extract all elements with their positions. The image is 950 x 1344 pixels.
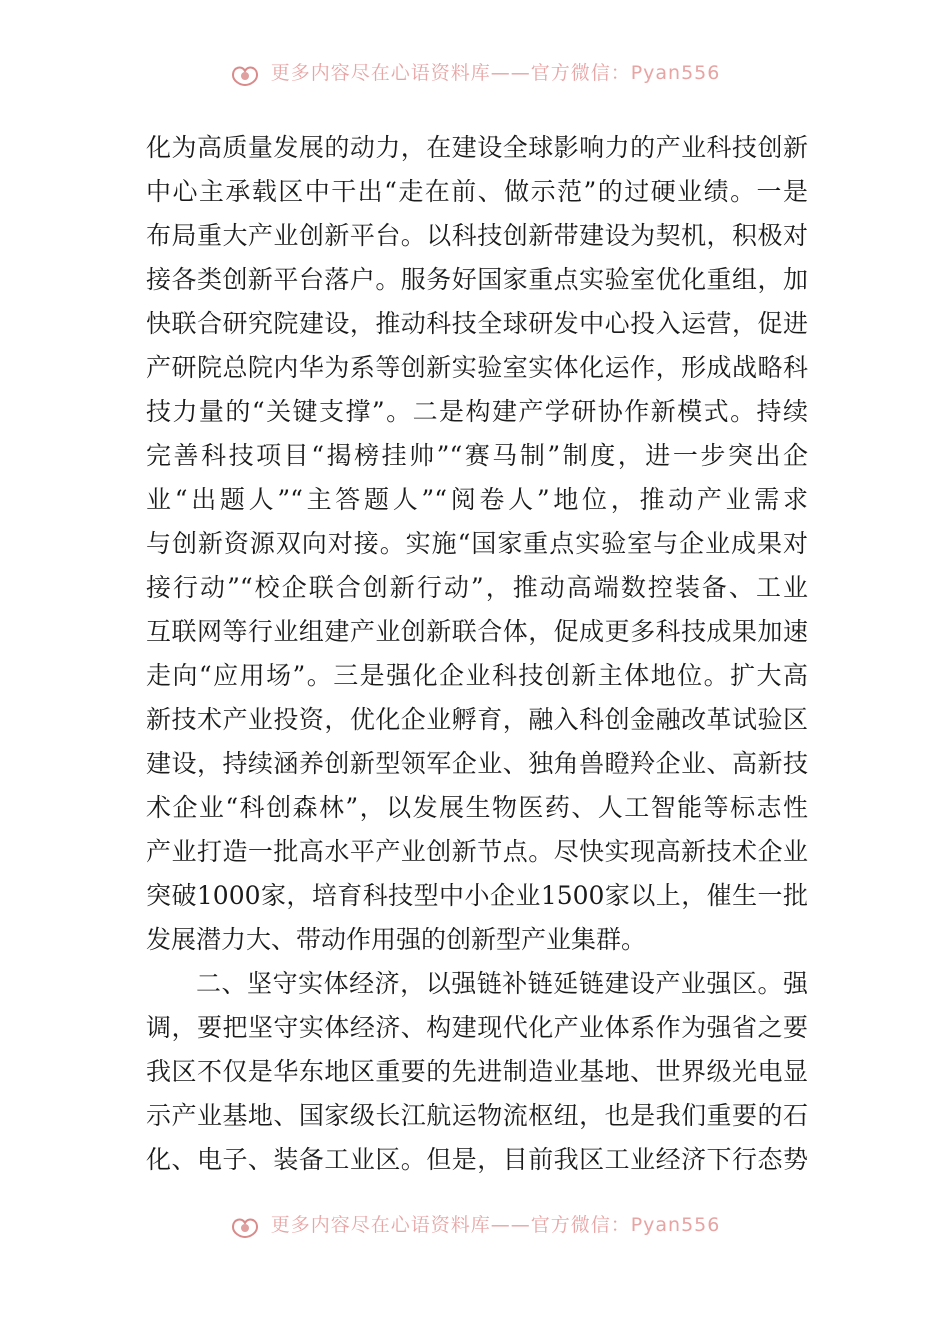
- text-line: 建设，持续涵养创新型领军企业、独角兽瞪羚企业、高新技: [146, 749, 808, 778]
- text-line: 化、电子、装备工业区。但是，目前我区工业经济下行态势: [146, 1145, 808, 1174]
- text-line: 化为高质量发展的动力，在建设全球影响力的产业科技创新: [146, 133, 808, 162]
- text-line: 完善科技项目“揭榜挂帅”“赛马制”制度，进一步突出企: [146, 441, 808, 470]
- text-line: 调，要把坚守实体经济、构建现代化产业体系作为强省之要: [146, 1013, 808, 1042]
- text-line: 业“出题人”“主答题人”“阅卷人”地位，推动产业需求: [146, 485, 808, 514]
- text-line: 我区不仅是华东地区重要的先进制造业基地、世界级光电显: [146, 1057, 808, 1086]
- text-line: 产研院总院内华为系等创新实验室实体化运作，形成战略科: [146, 353, 808, 382]
- footer-watermark-text: 更多内容尽在心语资料库——官方微信：Pyan556: [270, 1214, 721, 1236]
- text-line: 接行动”“校企联合创新行动”，推动高端数控装备、工业: [146, 573, 808, 602]
- watermark-logo-icon: [230, 61, 260, 87]
- document-body: [146, 126, 808, 1182]
- text-line: 中心主承载区中干出“走在前、做示范”的过硬业绩。一是: [146, 177, 808, 206]
- header-watermark: [0, 58, 950, 87]
- text-line: 走向“应用场”。三是强化企业科技创新主体地位。扩大高: [146, 661, 808, 690]
- paragraph-end-line: 发展潜力大、带动作用强的创新型产业集群。: [146, 925, 647, 954]
- section-heading-line: 二、坚守实体经济，以强链补链延链建设产业强区。强: [196, 969, 808, 998]
- text-line: 示产业基地、国家级长江航运物流枢纽，也是我们重要的石: [146, 1101, 808, 1130]
- text-line: 术企业“科创森林”，以发展生物医药、人工智能等标志性: [146, 793, 808, 822]
- text-line: 产业打造一批高水平产业创新节点。尽快实现高新技术企业: [146, 837, 808, 866]
- text-line: 布局重大产业创新平台。以科技创新带建设为契机，积极对: [146, 221, 808, 250]
- text-line: 接各类创新平台落户。服务好国家重点实验室优化重组，加: [146, 265, 808, 294]
- watermark-logo-icon: [230, 1213, 260, 1239]
- header-watermark-text: 更多内容尽在心语资料库——官方微信：Pyan556: [270, 62, 721, 84]
- text-line: 技力量的“关键支撑”。二是构建产学研协作新模式。持续: [146, 397, 808, 426]
- text-line: 与创新资源双向对接。实施“国家重点实验室与企业成果对: [146, 529, 808, 558]
- text-line: 快联合研究院建设，推动科技全球研发中心投入运营，促进: [146, 309, 808, 338]
- footer-watermark: [0, 1210, 950, 1239]
- text-line: 互联网等行业组建产业创新联合体，促成更多科技成果加速: [146, 617, 808, 646]
- text-line: 突破1000家，培育科技型中小企业1500家以上，催生一批: [146, 881, 808, 910]
- text-line: 新技术产业投资，优化企业孵育，融入科创金融改革试验区: [146, 705, 808, 734]
